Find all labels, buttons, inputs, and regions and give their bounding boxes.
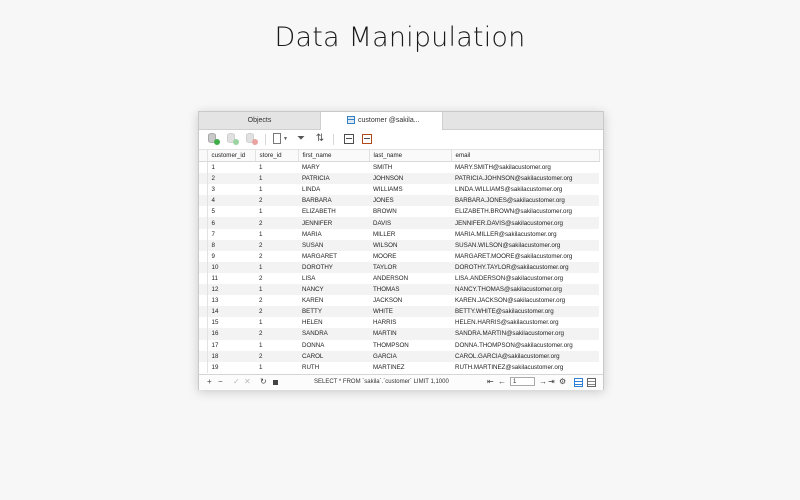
row-gutter[interactable] xyxy=(199,251,207,262)
table-cell[interactable]: 14 xyxy=(207,306,255,317)
table-cell[interactable]: JENNIFER xyxy=(298,217,369,228)
table-cell[interactable]: 16 xyxy=(207,328,255,339)
table-cell[interactable]: JACKSON xyxy=(373,297,403,305)
row-gutter[interactable] xyxy=(199,229,207,240)
table-cell[interactable]: 2 xyxy=(255,328,298,339)
data-grid-window xyxy=(198,111,604,390)
table-cell[interactable]: WILSON xyxy=(369,240,451,251)
table-row[interactable] xyxy=(199,340,599,351)
table-row[interactable] xyxy=(199,251,599,262)
results-table xyxy=(199,150,600,373)
table-cell[interactable]: THOMPSON xyxy=(373,341,409,349)
row-gutter[interactable] xyxy=(199,217,207,228)
table-cell[interactable]: JENNIFER.DAVIS@sakilacustomer.org xyxy=(451,217,599,228)
table-cell[interactable]: 10 xyxy=(207,262,255,273)
table-cell[interactable]: 2 xyxy=(259,274,263,282)
table-row[interactable] xyxy=(199,295,599,306)
row-gutter[interactable] xyxy=(199,351,207,362)
table-cell[interactable]: 2 xyxy=(259,297,263,305)
column-header[interactable]: first_name xyxy=(298,150,369,162)
page-number-input[interactable]: 1 xyxy=(510,377,535,386)
table-cell[interactable]: BETTY.WHITE@sakilacustomer.org xyxy=(451,306,599,317)
filter-icon[interactable]: ⏷ xyxy=(297,133,305,144)
table-cell[interactable]: 7 xyxy=(211,230,215,238)
table-cell[interactable]: 1 xyxy=(255,173,298,184)
table-cell[interactable]: SMITH xyxy=(373,164,393,172)
table-cell[interactable]: 1 xyxy=(211,164,215,172)
table-cell[interactable]: 2 xyxy=(207,173,255,184)
tab-customer-label: customer @sakila... xyxy=(358,117,420,124)
table-row[interactable] xyxy=(199,351,599,362)
table-cell[interactable]: MILLER xyxy=(373,230,396,238)
table-cell[interactable]: BROWN xyxy=(373,208,397,216)
table-row[interactable] xyxy=(199,240,599,251)
text-mode-icon[interactable] xyxy=(587,378,596,387)
table-cell[interactable]: HARRIS xyxy=(373,319,397,327)
add-icon[interactable]: + xyxy=(207,377,212,386)
toolbar-divider xyxy=(333,134,334,145)
table-header-row xyxy=(199,150,599,162)
table-cell[interactable]: NANCY.THOMAS@sakilacustomer.org xyxy=(451,284,599,295)
stop-icon[interactable] xyxy=(273,380,278,385)
column-header[interactable]: last_name xyxy=(369,150,451,162)
table-cell[interactable]: 1 xyxy=(259,363,263,371)
table-cell[interactable]: GARCIA xyxy=(369,351,451,362)
table-cell[interactable]: TAYLOR xyxy=(369,262,451,273)
table-cell[interactable]: NANCY xyxy=(298,284,369,295)
table-body xyxy=(199,162,599,373)
table-cell[interactable]: 15 xyxy=(211,319,219,327)
apply-icon[interactable]: ✓ xyxy=(233,377,240,386)
table-cell[interactable]: 1 xyxy=(255,284,298,295)
row-gutter[interactable] xyxy=(199,362,207,373)
table-icon xyxy=(347,116,355,124)
table-cell[interactable]: JOHNSON xyxy=(369,173,451,184)
table-cell[interactable]: 19 xyxy=(211,363,219,371)
table-row[interactable] xyxy=(199,173,599,184)
last-page-icon[interactable]: ⇥ xyxy=(548,377,555,386)
table-cell[interactable]: LINDA.WILLIAMS@sakilacustomer.org xyxy=(455,186,563,194)
table-cell[interactable]: MOORE xyxy=(373,252,397,260)
tab-customer[interactable] xyxy=(320,112,443,130)
table-cell[interactable]: MARTIN xyxy=(369,328,451,339)
table-cell[interactable]: 12 xyxy=(207,284,255,295)
table-row[interactable] xyxy=(199,273,599,284)
table-row[interactable] xyxy=(199,206,599,217)
table-cell[interactable]: 1 xyxy=(259,319,263,327)
table-cell[interactable]: CAROL xyxy=(298,351,369,362)
table-cell[interactable]: LISA.ANDERSON@sakilacustomer.org xyxy=(455,274,564,282)
row-gutter[interactable] xyxy=(199,306,207,317)
row-gutter[interactable] xyxy=(199,240,207,251)
table-row[interactable] xyxy=(199,262,599,273)
table-cell[interactable]: DOROTHY xyxy=(298,262,369,273)
table-cell[interactable]: 1 xyxy=(259,230,263,238)
toolbar-divider xyxy=(265,134,266,145)
table-cell[interactable]: KAREN.JACKSON@sakilacustomer.org xyxy=(455,297,566,305)
table-cell[interactable]: 2 xyxy=(259,252,263,260)
row-gutter[interactable] xyxy=(199,206,207,217)
table-cell[interactable]: DONNA xyxy=(302,341,325,349)
table-cell[interactable]: ANDERSON xyxy=(373,274,409,282)
table-cell[interactable]: 11 xyxy=(211,274,218,282)
table-cell[interactable]: 6 xyxy=(207,217,255,228)
table-cell[interactable]: 2 xyxy=(255,195,298,206)
table-cell[interactable]: MARY.SMITH@sakilacustomer.org xyxy=(455,164,551,172)
results-grid xyxy=(199,150,603,374)
table-cell[interactable]: WILLIAMS xyxy=(373,186,403,194)
table-cell[interactable]: PATRICIA.JOHNSON@sakilacustomer.org xyxy=(451,173,599,184)
table-cell[interactable]: LINDA xyxy=(302,186,321,194)
table-row[interactable] xyxy=(199,184,599,195)
table-row[interactable] xyxy=(199,229,599,240)
table-cell[interactable]: MARIA.MILLER@sakilacustomer.org xyxy=(455,230,557,238)
first-page-icon[interactable]: ⇤ xyxy=(487,377,494,386)
table-cell[interactable]: 18 xyxy=(207,351,255,362)
tab-objects[interactable]: Objects xyxy=(247,117,272,124)
table-cell[interactable]: 2 xyxy=(255,240,298,251)
row-gutter[interactable] xyxy=(199,162,207,174)
status-bar xyxy=(199,374,603,390)
table-cell[interactable]: MARGARET xyxy=(302,252,338,260)
table-cell[interactable]: JONES xyxy=(369,195,451,206)
sql-query-text: SELECT * FROM `sakila`.`customer` LIMIT 1,1000 xyxy=(314,379,449,385)
row-gutter[interactable] xyxy=(199,262,207,273)
table-cell[interactable]: BARBARA xyxy=(298,195,369,206)
table-cell[interactable]: THOMAS xyxy=(369,284,451,295)
copy-row-icon[interactable] xyxy=(227,133,236,144)
row-gutter[interactable] xyxy=(199,340,207,351)
row-gutter[interactable] xyxy=(199,295,207,306)
table-cell[interactable]: 1 xyxy=(259,164,263,172)
table-cell[interactable]: MARY xyxy=(302,164,320,172)
table-cell[interactable]: RUTH xyxy=(302,363,320,371)
toolbar xyxy=(199,130,603,150)
table-row[interactable] xyxy=(199,195,599,206)
table-cell[interactable]: KAREN xyxy=(302,297,324,305)
table-cell[interactable]: MARGARET.MOORE@sakilacustomer.org xyxy=(455,252,573,260)
table-cell[interactable]: 9 xyxy=(211,252,215,260)
sort-icon[interactable]: ⇅ xyxy=(315,133,325,144)
table-cell[interactable]: MARTINEZ xyxy=(373,363,405,371)
row-gutter[interactable] xyxy=(199,184,207,195)
table-cell[interactable]: 2 xyxy=(255,217,298,228)
column-header[interactable]: store_id xyxy=(255,150,298,162)
discard-icon[interactable]: ✕ xyxy=(244,377,251,386)
row-gutter[interactable] xyxy=(199,284,207,295)
row-gutter[interactable] xyxy=(199,273,207,284)
grid-mode-icon[interactable] xyxy=(574,378,583,387)
delete-row-icon[interactable] xyxy=(246,133,255,144)
column-header[interactable]: customer_id xyxy=(207,150,255,162)
table-cell[interactable]: 17 xyxy=(211,341,219,349)
table-row[interactable] xyxy=(199,328,599,339)
prev-page-icon[interactable]: ← xyxy=(498,377,506,386)
row-gutter[interactable] xyxy=(199,317,207,328)
page-headline: Data Manipulation xyxy=(274,22,526,53)
table-cell[interactable]: DAVIS xyxy=(369,217,451,228)
table-cell[interactable]: 5 xyxy=(211,208,215,216)
next-page-icon[interactable]: → xyxy=(539,377,547,386)
table-cell[interactable]: 1 xyxy=(259,341,263,349)
table-cell[interactable]: 1 xyxy=(259,186,263,194)
table-cell[interactable]: RUTH.MARTINEZ@sakilacustomer.org xyxy=(455,363,564,371)
table-cell[interactable]: BETTY xyxy=(298,306,369,317)
table-cell[interactable]: SUSAN xyxy=(298,240,369,251)
table-row[interactable] xyxy=(199,162,599,174)
table-cell[interactable]: WHITE xyxy=(369,306,451,317)
table-row[interactable] xyxy=(199,284,599,295)
row-gutter[interactable] xyxy=(199,173,207,184)
row-gutter[interactable] xyxy=(199,328,207,339)
remove-icon[interactable]: − xyxy=(218,377,223,386)
column-header[interactable]: email xyxy=(451,150,599,162)
table-cell[interactable]: 2 xyxy=(255,306,298,317)
grid-view-icon[interactable] xyxy=(344,134,354,144)
table-cell[interactable]: ELIZABETH xyxy=(302,208,336,216)
table-cell[interactable]: CAROL.GARCIA@sakilacustomer.org xyxy=(451,351,599,362)
table-cell[interactable]: BARBARA.JONES@sakilacustomer.org xyxy=(451,195,599,206)
table-cell[interactable]: 8 xyxy=(207,240,255,251)
table-cell[interactable]: PATRICIA xyxy=(298,173,369,184)
table-cell[interactable]: SUSAN.WILSON@sakilacustomer.org xyxy=(451,240,599,251)
settings-icon[interactable]: ⚙ xyxy=(559,377,567,386)
table-cell[interactable]: SANDRA xyxy=(298,328,369,339)
table-cell[interactable]: HELEN.HARRIS@sakilacustomer.org xyxy=(455,319,559,327)
table-cell[interactable]: 13 xyxy=(211,297,219,305)
table-cell[interactable]: SANDRA.MARTIN@sakilacustomer.org xyxy=(451,328,599,339)
table-cell[interactable]: 1 xyxy=(259,208,263,216)
table-cell[interactable]: 4 xyxy=(207,195,255,206)
form-view-icon[interactable] xyxy=(362,134,372,144)
row-gutter-header xyxy=(199,150,207,162)
table-row[interactable] xyxy=(199,317,599,328)
table-cell[interactable]: DONNA.THOMPSON@sakilacustomer.org xyxy=(455,341,573,349)
table-row[interactable] xyxy=(199,306,599,317)
tab-bar xyxy=(199,112,603,130)
table-cell[interactable]: ELIZABETH.BROWN@sakilacustomer.org xyxy=(455,208,572,216)
refresh-icon[interactable]: ↻ xyxy=(260,377,267,386)
chevron-down-icon[interactable]: ▼ xyxy=(283,136,288,142)
table-row[interactable] xyxy=(199,362,599,373)
table-cell[interactable]: MARIA xyxy=(302,230,322,238)
export-icon[interactable] xyxy=(273,133,281,144)
table-cell[interactable]: LISA xyxy=(302,274,316,282)
table-cell[interactable]: 2 xyxy=(255,351,298,362)
row-gutter[interactable] xyxy=(199,195,207,206)
table-row[interactable] xyxy=(199,217,599,228)
table-cell[interactable]: DOROTHY.TAYLOR@sakilacustomer.org xyxy=(451,262,599,273)
table-cell[interactable]: 1 xyxy=(255,262,298,273)
add-row-icon[interactable] xyxy=(208,133,217,144)
table-cell[interactable]: HELEN xyxy=(302,319,323,327)
table-cell[interactable]: 3 xyxy=(211,186,215,194)
